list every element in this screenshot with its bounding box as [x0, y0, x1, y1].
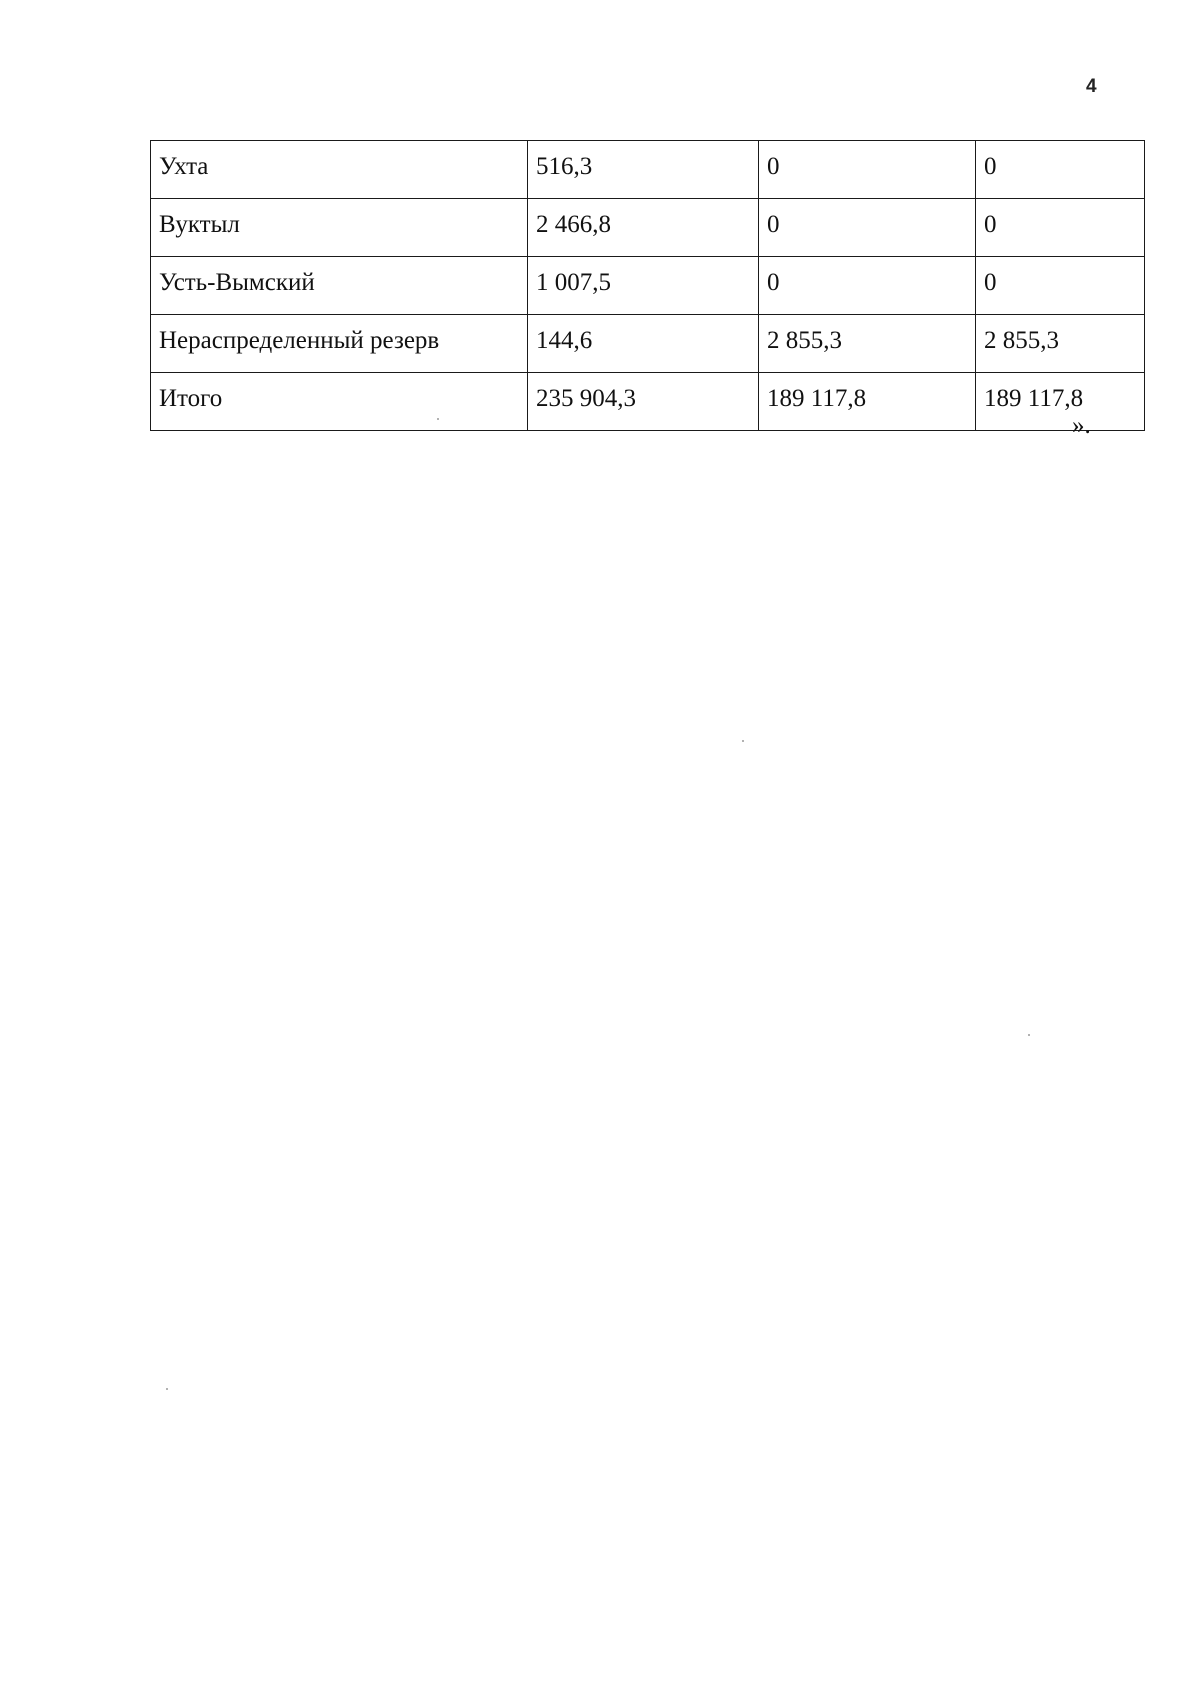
page-number: 4 — [1086, 76, 1097, 97]
cell-value: 1 007,5 — [528, 257, 759, 315]
cell-value: 0 — [759, 199, 976, 257]
table-row — [151, 141, 1145, 199]
cell-value: 235 904,3 — [528, 373, 759, 431]
cell-value: 0 — [759, 141, 976, 199]
closing-quote: ». — [1072, 412, 1091, 439]
cell-value: 2 466,8 — [528, 199, 759, 257]
cell-value: 144,6 — [528, 315, 759, 373]
scan-speck — [166, 1388, 168, 1390]
row-label: Нераспределенный резерв — [151, 315, 528, 373]
budget-table — [150, 140, 1145, 431]
table-row — [151, 199, 1145, 257]
scan-speck — [437, 418, 439, 420]
cell-value: 0 — [976, 199, 1145, 257]
row-label: Усть-Вымский — [151, 257, 528, 315]
row-label: Ухта — [151, 141, 528, 199]
table-row — [151, 315, 1145, 373]
row-label: Вуктыл — [151, 199, 528, 257]
table-row-total — [151, 373, 1145, 431]
cell-value: 2 855,3 — [976, 315, 1145, 373]
row-label: Итого — [151, 373, 528, 431]
cell-value: 189 117,8 — [976, 373, 1145, 431]
cell-value: 0 — [976, 141, 1145, 199]
cell-value: 0 — [759, 257, 976, 315]
cell-value: 189 117,8 — [759, 373, 976, 431]
scan-speck — [742, 740, 744, 742]
table-row — [151, 257, 1145, 315]
cell-value: 516,3 — [528, 141, 759, 199]
cell-value: 2 855,3 — [759, 315, 976, 373]
cell-value: 0 — [976, 257, 1145, 315]
scan-speck — [1028, 1034, 1030, 1036]
